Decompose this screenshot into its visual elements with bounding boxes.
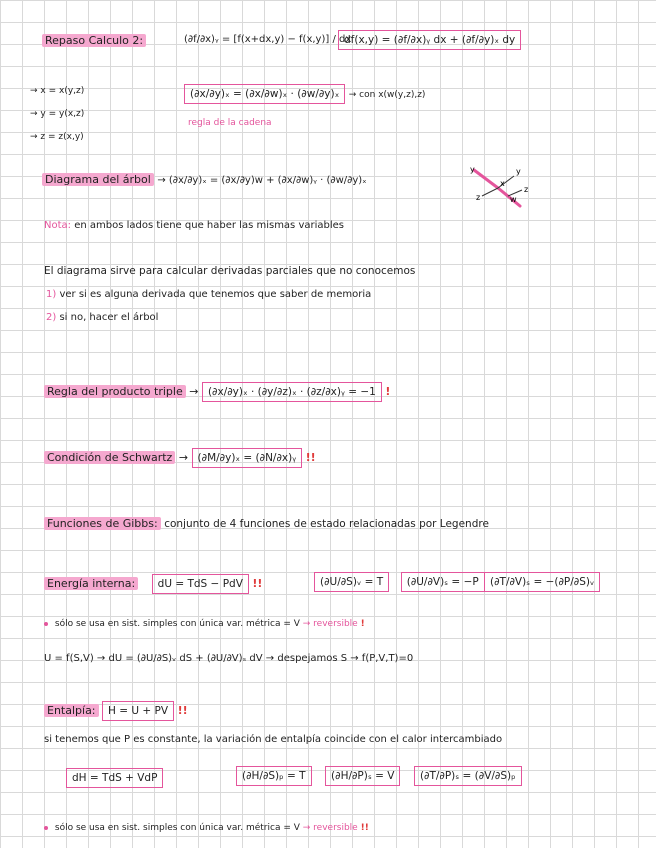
gibbs-title: Funciones de Gibbs: xyxy=(44,517,161,530)
energia-row xyxy=(44,574,262,594)
repaso-row xyxy=(42,34,146,48)
entalpia-text: si tenemos que P es constante, la variación de entalpía coincide con el calor intercambiado xyxy=(44,734,503,745)
df-formula-box: df(x,y) = (∂f/∂x)ᵧ dx + (∂f/∂y)ₓ dy xyxy=(338,30,521,50)
diagram-explanation: El diagrama sirve para calcular derivadas parciales que no conocemos xyxy=(44,265,416,277)
note-bullet-2 xyxy=(44,826,48,830)
triple-row xyxy=(44,382,390,402)
entalpia-dh-row xyxy=(66,768,163,788)
triple-mark: ! xyxy=(385,385,391,398)
energia-note-mark: ! xyxy=(360,619,365,629)
energia-formula-box: dU = TdS − PdV xyxy=(152,574,249,594)
tree-label-1: y xyxy=(470,165,475,174)
energia-d2-box: (∂U/∂V)ₛ = −P xyxy=(401,572,485,592)
var-x-text: x = x(y,z) xyxy=(40,86,85,96)
schwartz-row xyxy=(44,448,316,468)
repaso-title: Repaso Calculo 2: xyxy=(42,34,146,47)
df-row xyxy=(338,30,521,50)
tree-diagram xyxy=(468,162,532,214)
entalpia-note-mark: !! xyxy=(360,823,369,833)
note-text: en ambos lados tiene que haber las mismas variables xyxy=(74,220,344,231)
note-label: Nota: xyxy=(44,220,72,231)
step-2-num: 2) xyxy=(46,312,57,323)
step-1-num: 1) xyxy=(46,289,57,300)
arbol-formula: → (∂x/∂y)ₓ = (∂x/∂y)w + (∂x/∂w)ᵧ · (∂w/∂y)ₓ xyxy=(157,175,367,186)
tree-label-5: z xyxy=(476,193,481,202)
triple-arrow: → xyxy=(189,385,199,398)
energia-note-tail: → reversible xyxy=(302,619,358,629)
schwartz-arrow: → xyxy=(178,451,189,464)
entalpia-d1-box: (∂H/∂S)ₚ = T xyxy=(236,766,312,786)
entalpia-derivatives xyxy=(236,766,522,786)
chain-caption: regla de la cadena xyxy=(188,118,272,128)
arbol-title: Diagrama del árbol xyxy=(42,173,154,186)
step-1-text: ver si es alguna derivada que tenemos que saber de memoria xyxy=(59,289,372,300)
schwartz-mark: !! xyxy=(305,451,316,464)
note-bullet xyxy=(44,622,48,626)
entalpia-note xyxy=(44,821,369,835)
entalpia-dh-box: dH = TdS + VdP xyxy=(66,768,163,788)
arbol-note xyxy=(44,219,344,233)
energia-d3-box: (∂T/∂V)ₛ = −(∂P/∂S)ᵥ xyxy=(484,572,600,592)
step-1 xyxy=(46,288,371,302)
chain-rule-box: (∂x/∂y)ₓ = (∂x/∂w)ₓ · (∂w/∂y)ₓ xyxy=(184,84,345,104)
entalpia-title: Entalpía: xyxy=(44,704,99,717)
energia-note xyxy=(44,617,365,631)
var-z-text: z = z(x,y) xyxy=(40,132,84,142)
var-z: → z = z(x,y) xyxy=(30,132,84,142)
entalpia-note-text: sólo se usa en sist. simples con única var. métrica = V xyxy=(54,823,300,833)
schwartz-title: Condición de Schwartz xyxy=(44,451,175,464)
energia-derivatives xyxy=(314,572,485,592)
tree-label-4: z xyxy=(524,185,529,194)
derivative-definition: (∂f/∂x)ᵧ = [f(x+dx,y) − f(x,y)] / dx xyxy=(184,34,352,45)
gibbs-text: conjunto de 4 funciones de estado relacionadas por Legendre xyxy=(164,518,489,530)
energia-d1-box: (∂U/∂S)ᵥ = T xyxy=(314,572,389,592)
entalpia-row xyxy=(44,701,188,721)
triple-formula-box: (∂x/∂y)ₓ · (∂y/∂z)ₓ · (∂z/∂x)ᵧ = −1 xyxy=(202,382,382,402)
chain-row xyxy=(184,84,425,104)
triple-title: Regla del producto triple xyxy=(44,385,186,398)
schwartz-formula-box: (∂M/∂y)ₓ = (∂N/∂x)ᵧ xyxy=(192,448,303,468)
entalpia-formula-box: H = U + PV xyxy=(102,701,174,721)
energia-line: U = f(S,V) → dU = (∂U/∂S)ᵥ dS + (∂U/∂V)ₛ dV → despejamos S → f(P,V,T)=0 xyxy=(44,653,414,664)
energia-maxwell xyxy=(484,572,600,592)
tree-label-3: w xyxy=(510,195,517,204)
tree-label-2: x xyxy=(500,179,505,188)
energia-mark: !! xyxy=(252,577,263,590)
energia-title: Energía interna: xyxy=(44,577,138,590)
step-2-text: si no, hacer el árbol xyxy=(59,312,159,323)
gibbs-row xyxy=(44,517,489,531)
energia-note-text: sólo se usa en sist. simples con única var. métrica = V xyxy=(54,619,300,629)
chain-suffix: → con x(w(y,z),z) xyxy=(348,90,426,100)
var-y-text: y = y(x,z) xyxy=(40,109,85,119)
entalpia-d2-box: (∂H/∂P)ₛ = V xyxy=(325,766,400,786)
entalpia-note-tail: → reversible xyxy=(302,823,358,833)
var-y: → y = y(x,z) xyxy=(30,109,85,119)
arbol-row xyxy=(42,173,367,188)
entalpia-mark: !! xyxy=(177,704,188,717)
entalpia-d3-box: (∂T/∂P)ₛ = (∂V/∂S)ₚ xyxy=(414,766,522,786)
tree-label-6: y xyxy=(516,167,521,176)
var-x: → x = x(y,z) xyxy=(30,86,85,96)
step-2 xyxy=(46,311,158,325)
